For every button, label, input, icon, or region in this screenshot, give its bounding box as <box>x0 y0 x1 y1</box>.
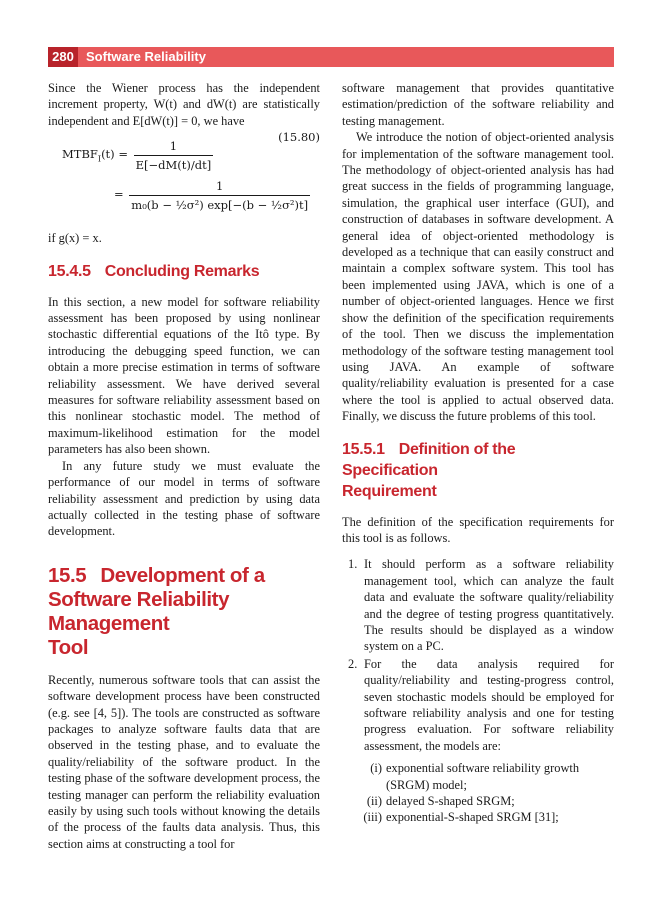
right-column <box>342 80 614 827</box>
paragraph-software-management: software management that provides quantitative estimation/prediction of the software reliability and testing management. <box>342 81 614 128</box>
eq-fraction-1 <box>134 138 214 173</box>
section-heading-line-1 <box>342 439 614 481</box>
section-title: Concluding Remarks <box>104 262 260 280</box>
eq-denominator-1: E[−dM(t)/dt] <box>134 155 214 173</box>
eq-sign: = <box>114 187 124 202</box>
section-title-line-2: Requirement <box>342 482 437 500</box>
section-number: 15.5.1 <box>342 440 385 458</box>
section-title-line-3: Tool <box>48 635 89 659</box>
running-header <box>48 47 614 67</box>
section-heading-15-4-5 <box>48 261 320 282</box>
eq-denominator-2: m₀(b − ½σ²) exp[−(b − ½σ²)t] <box>129 195 310 213</box>
sublist-item <box>364 760 614 793</box>
paragraph-wiener: Since the Wiener process has the independent increment property, W(t) and dW(t) are statistically independent and E[dW(t)] = 0, we have <box>48 81 320 128</box>
paragraph-definition: The definition of the specification requirements for this tool is as follows. <box>342 514 614 545</box>
eq-lhs-sub: I <box>97 154 102 164</box>
sublist-marker: (i) <box>370 761 382 776</box>
sublist-item-text: exponential software reliability growth (SRGM) model; <box>386 761 580 792</box>
list-item <box>342 556 614 654</box>
paragraph-if: if g(x) = x. <box>48 231 102 246</box>
list-marker: 1. <box>348 557 358 572</box>
left-column <box>48 80 320 852</box>
paragraph-tools: Recently, numerous software tools that can assist the software development process have been constructed (e.g. see [4, 5]). The tools are constructed as software packages to analyze software faults data that are observed in the testing phase, and to evaluate the quality/reliability of the software product. In the testing phase of the software development process, the testing manager can perform the reliability evaluation easily by using such tools without knowing the details of the process of the faults data analysis. Thus, this section aims at constructing a tool for <box>48 672 320 851</box>
section-title-line-2: Software Reliability Management <box>48 587 230 635</box>
sublist-item <box>364 809 614 825</box>
sublist-marker: (iii) <box>363 810 382 825</box>
equation-number: (15.80) <box>278 130 320 145</box>
list-item-text: It should perform as a software reliability management tool, which can analyze the fault data and evaluate the software quality/reliability and the degree of testing progress quantitatively. The results should be displayed as a window system on a PC. <box>364 557 614 654</box>
list-item-text: For the data analysis required for quality/reliability and testing-progress control, seven stochastic models should be employed for software reliability analysis and one for testing progress evaluation. For software reliability assessment, the models are: <box>364 656 614 753</box>
section-number: 15.5 <box>48 563 87 587</box>
eq-numerator-1: 1 <box>169 138 178 153</box>
eq-lhs-arg: (t) = <box>101 147 128 162</box>
list-marker: 2. <box>348 656 358 671</box>
paragraph-concluding: In this section, a new model for software reliability assessment has been proposed by using nonlinear stochastic differential equations of the Itô type. By introducing the debugging speed function, we can obtain a more precise estimation in terms of software reliability assessment. We have derived several measures for software reliability assessment based on this nonlinear stochastic model. The method of maximum-likelihood estimation for the model parameters has also been shown. <box>48 294 320 457</box>
requirements-list <box>342 556 614 826</box>
section-title-line-1: Development of a <box>100 563 265 587</box>
sublist-item-text: delayed S-shaped SRGM; <box>386 794 515 809</box>
list-item <box>342 656 614 826</box>
section-heading-15-5 <box>48 564 320 660</box>
section-heading-15-5-1 <box>342 439 614 502</box>
eq-fraction-2 <box>129 178 310 213</box>
paragraph-future: In any future study we must evaluate the performance of our model in terms of software reliability assessment and prediction by using data actually collected in the testing phase of software development. <box>48 458 320 539</box>
equation-15-80 <box>48 130 320 228</box>
sublist-item-text: exponential-S-shaped SRGM [31]; <box>386 810 559 825</box>
model-sublist <box>364 760 614 826</box>
section-heading-line-1 <box>48 564 320 588</box>
running-title: Software Reliability <box>86 49 206 64</box>
eq-lhs: MTBF <box>62 147 98 162</box>
sublist-marker: (ii) <box>366 794 382 809</box>
eq-numerator-2: 1 <box>216 178 224 193</box>
page-number: 280 <box>48 47 78 67</box>
section-number: 15.4.5 <box>48 262 91 280</box>
sublist-item <box>364 793 614 809</box>
section-title-line-1: Definition of the Specification <box>342 440 516 479</box>
paragraph-object-oriented: We introduce the notion of object-oriented analysis for implementation of the software management tool. The methodology of object-oriented analysis has had great success in the fields of programming language, simulation, the graphical user interface (GUI), and construction of databases in software development. A general idea of object-oriented methodology is developed as a technique that can easily construct and maintain a complex software system. This tool has been implemented using JAVA, which is one of a number of object-oriented languages. Hence we first show the definition of the specification requirements of the tool. Then we discuss the implementation methodology of the software testing management tool using JAVA. An example of software quality/reliability evaluation is presented for a case where the tool is applied to actual observed data. Finally, we discuss the future problems of this tool. <box>342 130 614 424</box>
